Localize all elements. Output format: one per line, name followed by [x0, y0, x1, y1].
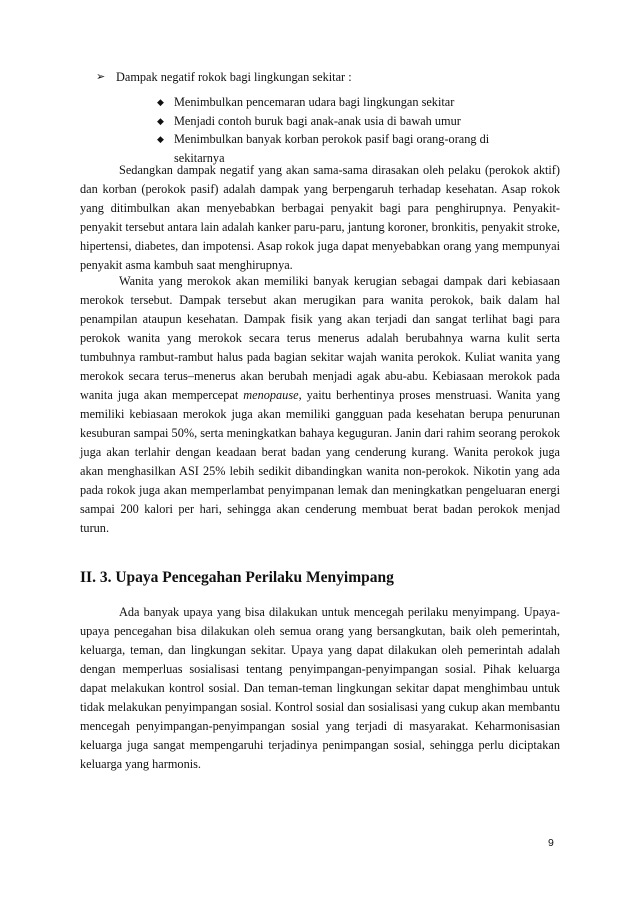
list-item — [154, 93, 534, 112]
paragraph-text: Sedangkan dampak negatif yang akan sama-sama dirasakan oleh pelaku (perokok aktif) dan korban (perokok pasif) adalah dampak yang berpengaruh terhadap kesehatan. Asap rokok yang ditimbulkan akan menyebabkan berbagai penyakit bagi para penghirupnya. Penyakit-penyakit tersebut antara lain adalah kanker paru-paru, jantung koroner, bronkitis, penyakit stroke, hipertensi, diabetes, dan impotensi. Asap rokok juga dapat menyebabkan orang yang mempunyai penyakit asma kambuh saat menghirupnya. — [80, 163, 560, 272]
list-item-text: Menimbulkan pencemaran udara bagi lingkungan sekitar — [174, 95, 455, 109]
arrow-bullet-icon: ➢ — [96, 71, 106, 83]
diamond-bullet-icon: ◆ — [157, 97, 164, 107]
italic-term: menopause — [243, 388, 299, 402]
paragraph-text: Wanita yang merokok akan memiliki banyak kerugian sebagai dampak dari kebiasaan merokok tersebut. Dampak tersebut akan merugikan para wanita perokok, baik dalam hal penampilan ataupun kesehatan. Dampak fisik yang akan terjadi dan sangat terlihat bagi para perokok wanita yang merokok secara terus menerus adalah berubahnya warna kulit serta tumbuhnya rambut-rambut halus pada bagian sekitar wajah wanita perokok. Kuliat wanita yang merokok secara terus–menerus akan berubah menjadi agak abu-abu. Kebiasaan merokok pada wanita juga akan mempercepat — [80, 274, 560, 402]
page-number: 9 — [548, 837, 554, 849]
paragraph-text: Ada banyak upaya yang bisa dilakukan untuk mencegah perilaku menyimpang. Upaya-upaya pencegahan bisa dilakukan oleh semua orang yang bersangkutan, baik oleh pemerintah, keluarga, teman, dan lingkungan sekitar. Upaya yang dapat dilakukan oleh pemerintah adalah dengan memperluas sosialisasi tentang penyimpangan-penyimpangan sosial. Pihak keluarga dapat melakukan kontrol sosial. Dan teman-teman lingkungan sekitar dapat menghimbau untuk tidak melakukan penyimpangan sosial. Kontrol sosial dan sosialisasi yang cukup akan membantu mencegah penyimpangan-penyimpangan sosial yang terjadi di masyarakat. Keharmonisasian keluarga juga sangat mempengaruhi terjadinya penimpangan sosial, sehingga perlu diciptakan keluarga yang harmonis. — [80, 605, 560, 771]
paragraph-text: , yaitu berhentinya proses menstruasi. Wanita yang memiliki kebiasaan merokok juga akan memiliki gangguan pada kesehatan berupa penurunan kesuburan sampai 50%, serta meningkatkan bahaya keguguran. Janin dari rahim seorang perokok juga akan terlahir dengan keadaan berat badan yang cenderung kurang. Wanita perokok juga akan menghasilkan ASI 25% lebih sedikit dibandingkan wanita non-perokok. Nikotin yang ada pada rokok juga akan memperlambat penyimpanan lemak dan meningkatkan pengeluaran energi sampai 200 kalori per hari, sehingga akan cenderung membuat berat badan perokok menjad turun. — [80, 388, 561, 535]
paragraph-women-smokers — [80, 272, 560, 538]
paragraph-prevention — [80, 603, 560, 774]
paragraph-health-impact — [80, 161, 560, 275]
list-item — [154, 112, 534, 131]
diamond-bullet-icon: ◆ — [157, 115, 164, 126]
list-item-text: Menimbulkan banyak korban perokok pasif bagi orang-orang di sekitarnya — [174, 132, 490, 165]
impact-list-title: Dampak negatif rokok bagi lingkungan sekitar : — [116, 70, 352, 84]
list-item-text: Menjadi contoh buruk bagi anak-anak usia di bawah umur — [174, 113, 461, 128]
impact-sub-list — [154, 93, 534, 167]
diamond-bullet-icon: ◆ — [157, 134, 164, 144]
section-heading: II. 3. Upaya Pencegahan Perilaku Menyimpang — [80, 569, 394, 586]
